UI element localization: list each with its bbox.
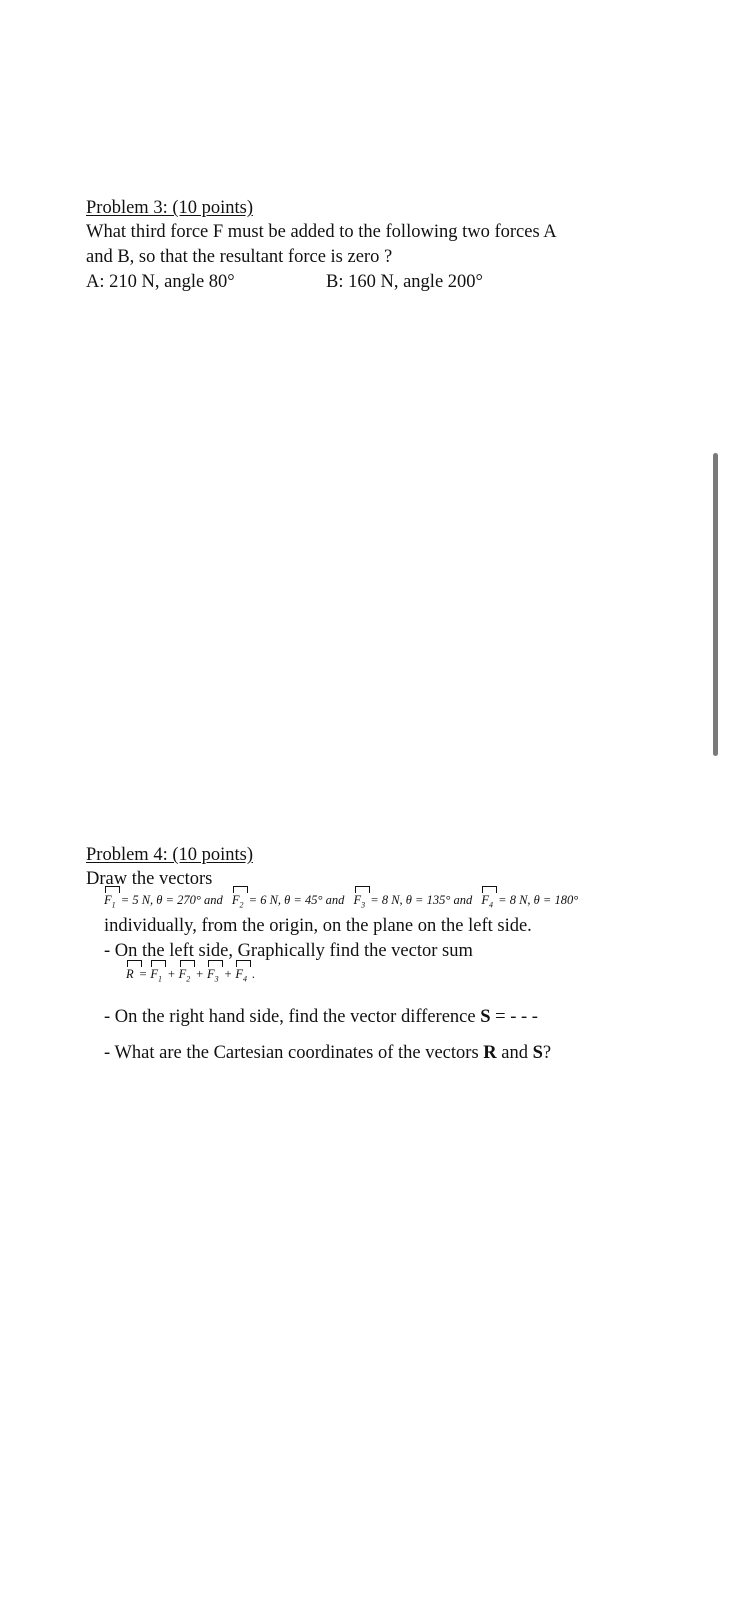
force-a: A: 210 N, angle 80° xyxy=(86,272,235,292)
problem3-heading: Problem 3: (10 points) xyxy=(86,198,254,218)
sum-f2: $F_2$ xyxy=(179,966,193,988)
vector-r-symbol: R xyxy=(126,966,136,982)
bullet-vector-sum: - On the left side, Graphically find the vector sum xyxy=(104,941,473,961)
vector-f3-text: = 8 N, θ = 135° and xyxy=(370,893,473,907)
problem4-heading: Problem 4: (10 points) xyxy=(86,845,254,865)
sum-plus-1: + xyxy=(167,967,176,981)
force-b: B: 160 N, angle 200° xyxy=(326,272,483,292)
vector-f4-symbol: $F_4$ xyxy=(481,892,495,914)
bullet3-s: S xyxy=(532,1043,543,1063)
vector-definitions xyxy=(104,892,578,914)
bullet-cartesian xyxy=(104,1042,551,1064)
problem4-intro: Draw the vectors xyxy=(86,869,213,889)
bullet2-s: S xyxy=(480,1007,491,1027)
vector-f1-text: = 5 N, θ = 270° and xyxy=(120,893,223,907)
sum-f3: $F_3$ xyxy=(207,966,221,988)
sum-plus-3: + xyxy=(223,967,233,981)
bullet3-q: ? xyxy=(542,1043,552,1063)
vector-f2-text: = 6 N, θ = 45° and xyxy=(248,893,345,907)
sum-f4: $F_4$ xyxy=(235,966,249,988)
sum-plus-2: + xyxy=(195,967,204,981)
bullet3-r: R xyxy=(483,1043,497,1063)
problem3-text-line2: and B, so that the resultant force is zero ? xyxy=(86,247,393,267)
bullet2-text: - On the right hand side, find the vector difference xyxy=(104,1007,476,1027)
problem3-text-line1: What third force F must be added to the following two forces A xyxy=(86,222,557,242)
sum-period: . xyxy=(252,967,256,981)
sum-f1: $F_1$ xyxy=(150,966,164,988)
vector-f1-symbol: $F_1$ xyxy=(104,892,118,914)
bullet2-tail: = - - - xyxy=(490,1007,538,1027)
vector-sum-equation xyxy=(126,966,255,988)
bullet-vector-difference xyxy=(104,1006,538,1028)
bullet3-text: - What are the Cartesian coordinates of the vectors xyxy=(104,1043,479,1063)
vertical-scrollbar[interactable] xyxy=(713,453,718,756)
vector-f2-symbol: $F_2$ xyxy=(232,892,246,914)
sum-equals: = xyxy=(138,967,148,981)
bullet3-and: and xyxy=(496,1043,533,1063)
vector-f3-symbol: $F_3$ xyxy=(354,892,368,914)
vector-f4-text: = 8 N, θ = 180° xyxy=(498,893,579,907)
problem4-individually: individually, from the origin, on the plane on the left side. xyxy=(104,916,532,936)
